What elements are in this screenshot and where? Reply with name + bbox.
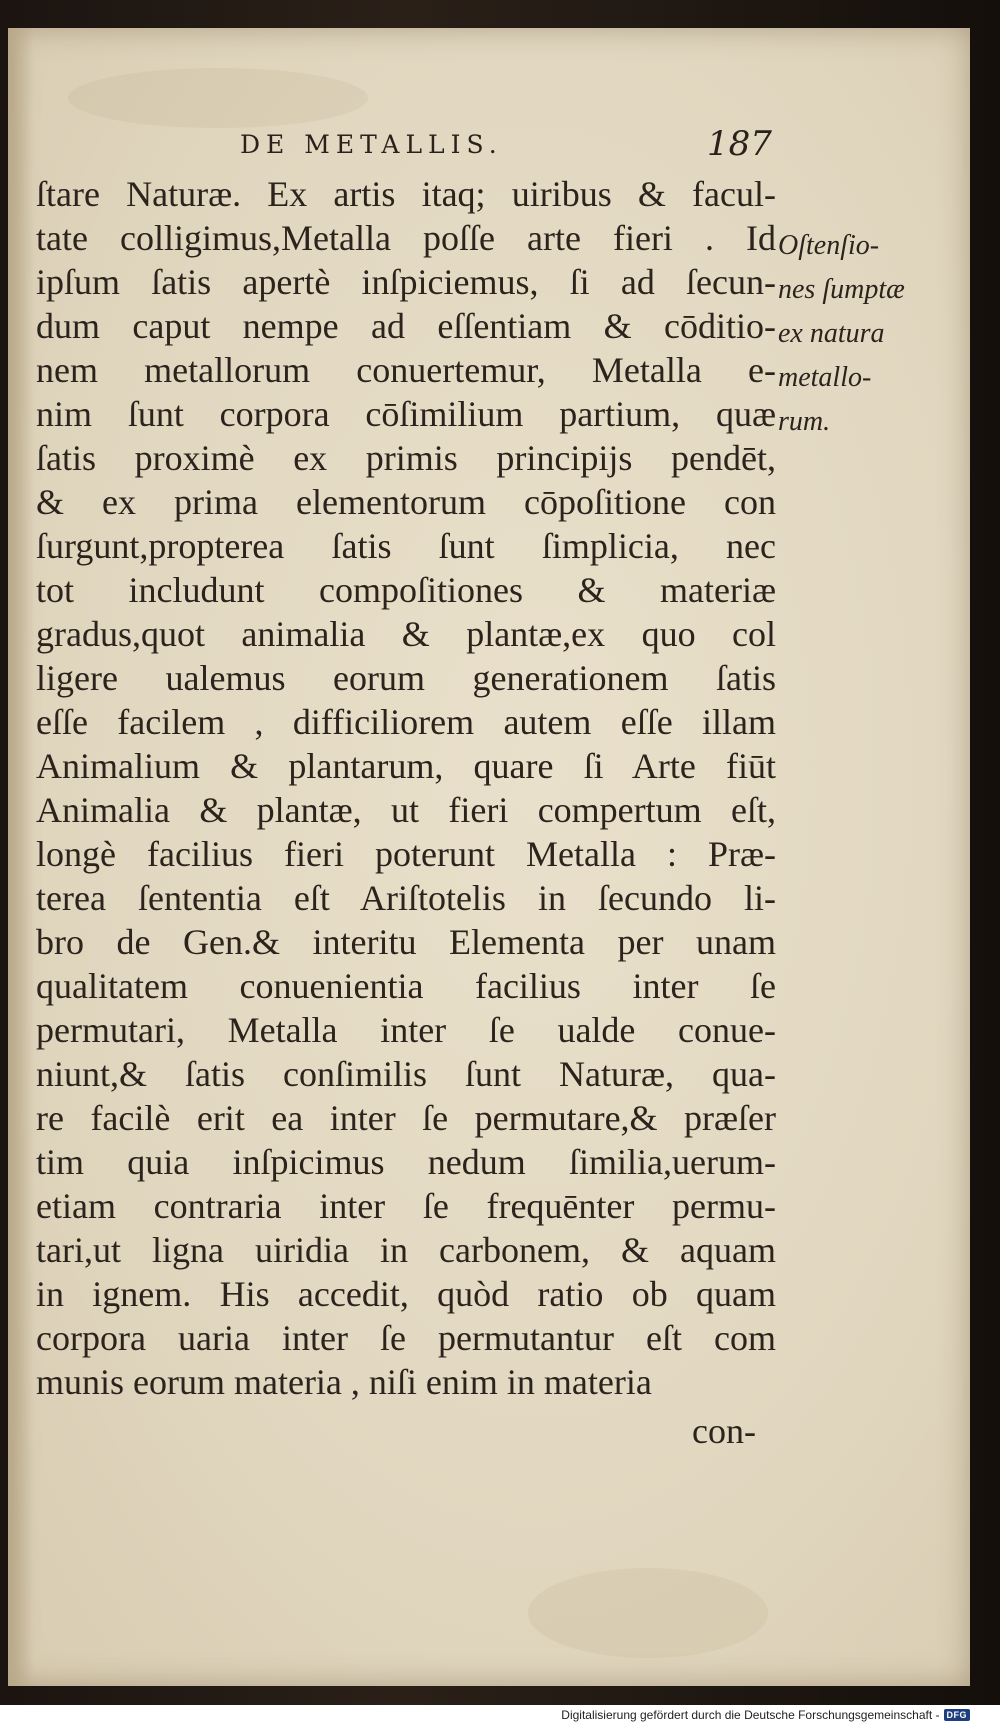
text-line: ſtare Naturæ. Ex artis itaq; uiribus & facul- [36, 174, 776, 214]
text-line: corpora uaria inter ſe permutantur eſt com [36, 1318, 776, 1358]
text-line: tate colligimus,Metalla poſſe arte fieri . Id [36, 218, 776, 258]
text-line: terea ſententia eſt Ariſtotelis in ſecundo li- [36, 878, 776, 918]
text-line: tari,ut ligna uiridia in carbonem, & aquam [36, 1230, 776, 1270]
text-line: permutari, Metalla inter ſe ualde conue- [36, 1010, 776, 1050]
text-line: dum caput nempe ad eſſentiam & cōditio- [36, 306, 776, 346]
text-line: Animalia & plantæ, ut fieri compertum eſt, [36, 790, 776, 830]
text-line: gradus,quot animalia & plantæ,ex quo col [36, 614, 776, 654]
text-line: ſurgunt,propterea ſatis ſunt ſimplicia, nec [36, 526, 776, 566]
text-line: re facilè erit ea inter ſe permutare,& præſer [36, 1098, 776, 1138]
paper-stain [528, 1568, 768, 1658]
text-line: nim ſunt corpora cōſimilium partium, quæ [36, 394, 776, 434]
marginal-note-line: metallo- [778, 362, 872, 393]
marginal-note-line: rum. [778, 406, 831, 437]
catchword: con- [692, 1411, 756, 1451]
text-line: nem metallorum conuertemur, Metalla e- [36, 350, 776, 390]
marginal-note-line: nes ſumptæ [778, 274, 905, 305]
marginal-note [778, 224, 905, 444]
text-line: in ignem. His accedit, quòd ratio ob quam [36, 1274, 776, 1314]
paper-stain [68, 68, 368, 128]
text-line: qualitatem conuenientia facilius inter ſe [36, 966, 776, 1006]
running-head: DE METALLIS. [240, 130, 503, 159]
text-line: tot includunt compoſitiones & materiæ [36, 570, 776, 610]
text-line: niunt,& ſatis conſimilis ſunt Naturæ, qua- [36, 1054, 776, 1094]
digitization-credit [561, 1708, 970, 1722]
text-line: ſatis proximè ex primis principijs pendēt, [36, 438, 776, 478]
body-text [36, 172, 776, 1404]
credit-text: Digitalisierung gefördert durch die Deutsche Forschungsgemeinschaft - [561, 1708, 940, 1722]
page-number: 187 [707, 124, 772, 164]
text-line: etiam contraria inter ſe frequēnter permu- [36, 1186, 776, 1226]
text-line: munis eorum materia , niſi enim in materia [36, 1362, 652, 1402]
text-line: longè facilius fieri poterunt Metalla : Præ- [36, 834, 776, 874]
text-line: ligere ualemus eorum generationem ſatis [36, 658, 776, 698]
text-line: bro de Gen.& interitu Elementa per unam [36, 922, 776, 962]
text-line: & ex prima elementorum cōpoſitione con [36, 482, 776, 522]
text-line: tim quia inſpicimus nedum ſimilia,uerum- [36, 1142, 776, 1182]
dfg-logo: DFG [944, 1709, 971, 1721]
text-line: eſſe facilem , difficiliorem autem eſſe illam [36, 702, 776, 742]
page-gutter-shadow [8, 28, 34, 1686]
text-line: ipſum ſatis apertè inſpiciemus, ſi ad ſecun- [36, 262, 776, 302]
marginal-note-line: ex natura [778, 318, 885, 349]
marginal-note-line: Oſtenſio- [778, 230, 880, 261]
text-line: Animalium & plantarum, quare ſi Arte fiūt [36, 746, 776, 786]
